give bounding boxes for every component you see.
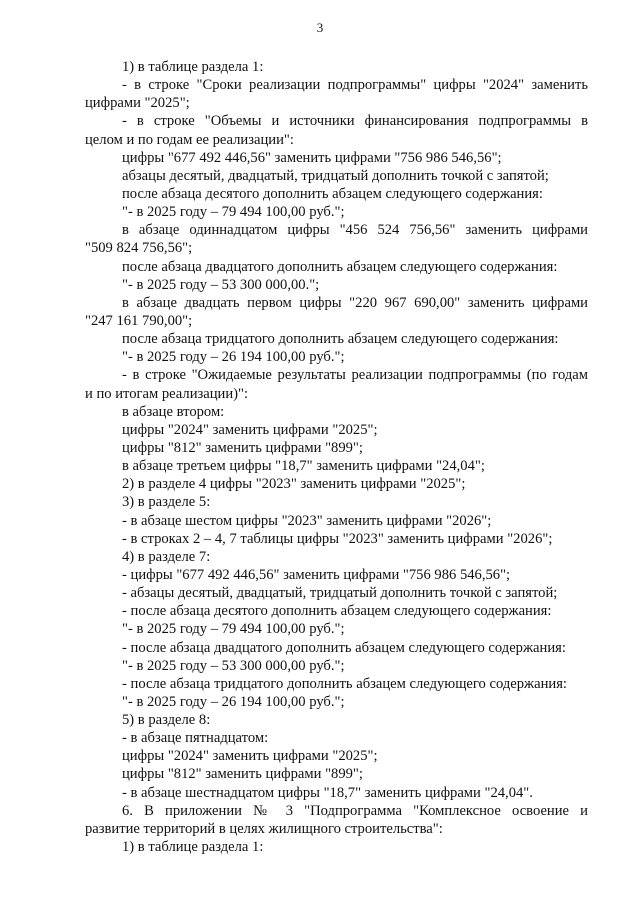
text-line: - цифры "677 492 446,56" заменить цифрами "756 986 546,56";	[122, 566, 511, 583]
text-line: - в абзаце шестнадцатом цифры "18,7" заменить цифрами "24,04".	[122, 784, 533, 801]
text-line: цифрами "2025";	[85, 95, 190, 112]
text-line: "- в 2025 году – 53 300 000,00 руб.";	[122, 657, 345, 674]
text-line: "- в 2025 году – 26 194 100,00 руб.";	[122, 349, 345, 366]
text-line: "- в 2025 году – 79 494 100,00 руб.";	[122, 621, 345, 638]
text-line: в абзаце двадцать первом цифры "220 967 690,00" заменить цифрами	[122, 294, 588, 311]
text-line: цифры "812" заменить цифрами "899";	[122, 766, 363, 783]
text-line: - в абзаце шестом цифры "2023" заменить цифрами "2026";	[122, 512, 492, 529]
text-line: и по итогам реализации)":	[85, 385, 249, 402]
text-line: 1) в таблице раздела 1:	[122, 839, 264, 856]
text-line: - в строке "Ожидаемые результаты реализации подпрограммы (по годам	[122, 367, 588, 384]
text-line: после абзаца двадцатого дополнить абзацем следующего содержания:	[122, 258, 558, 275]
text-line: - после абзаца десятого дополнить абзацем следующего содержания:	[122, 603, 552, 620]
text-line: 6. В приложении № 3 "Подпрограмма "Комплексное освоение и	[122, 802, 588, 819]
text-line: - после абзаца тридцатого дополнить абзацем следующего содержания:	[122, 675, 567, 692]
text-line: целом и по годам ее реализации":	[85, 131, 294, 148]
text-line: после абзаца тридцатого дополнить абзацем следующего содержания:	[122, 331, 559, 348]
page-number: 3	[316, 20, 324, 35]
text-line: - после абзаца двадцатого дополнить абзацем следующего содержания:	[122, 639, 566, 656]
text-line: 1) в таблице раздела 1:	[122, 59, 264, 75]
text-line: - в абзаце пятнадцатом:	[122, 730, 269, 747]
text-line: - в строке "Сроки реализации подпрограммы" цифры "2024" заменить	[122, 77, 588, 94]
text-line: "- в 2025 году – 53 300 000,00.";	[122, 276, 320, 293]
text-line: развитие территорий в целях жилищного строительства":	[85, 820, 443, 837]
text-line: - в строке "Объемы и источники финансирования подпрограммы в	[122, 113, 588, 130]
text-line: "- в 2025 году – 26 194 100,00 руб.";	[122, 693, 345, 710]
text-line: после абзаца десятого дополнить абзацем следующего содержания:	[122, 185, 543, 202]
text-line: 4) в разделе 7:	[122, 548, 211, 565]
text-line: в абзаце третьем цифры "18,7" заменить цифрами "24,04";	[122, 458, 485, 475]
text-line: цифры "677 492 446,56" заменить цифрами "756 986 546,56";	[122, 149, 502, 166]
text-line: "509 824 756,56";	[85, 240, 193, 257]
document-body	[0, 58, 640, 856]
text-line: "- в 2025 году – 79 494 100,00 руб.";	[122, 204, 345, 221]
text-line: "247 161 790,00";	[85, 312, 193, 329]
text-line: цифры "812" заменить цифрами "899";	[122, 439, 363, 456]
text-line: 5) в разделе 8:	[122, 712, 211, 729]
text-line: 3) в разделе 5:	[122, 494, 211, 511]
text-line: - абзацы десятый, двадцатый, тридцатый дополнить точкой с запятой;	[122, 585, 558, 602]
text-line: цифры "2024" заменить цифрами "2025";	[122, 748, 378, 765]
text-line: 2) в разделе 4 цифры "2023" заменить цифрами "2025";	[122, 476, 466, 493]
text-line: в абзаце одиннадцатом цифры "456 524 756,56" заменить цифрами	[122, 222, 588, 239]
text-line: - в строках 2 – 4, 7 таблицы цифры "2023" заменить цифрами "2026";	[122, 530, 553, 547]
text-line: в абзаце втором:	[122, 403, 225, 420]
text-line: цифры "2024" заменить цифрами "2025";	[122, 421, 378, 438]
text-line: абзацы десятый, двадцатый, тридцатый дополнить точкой с запятой;	[122, 167, 549, 184]
